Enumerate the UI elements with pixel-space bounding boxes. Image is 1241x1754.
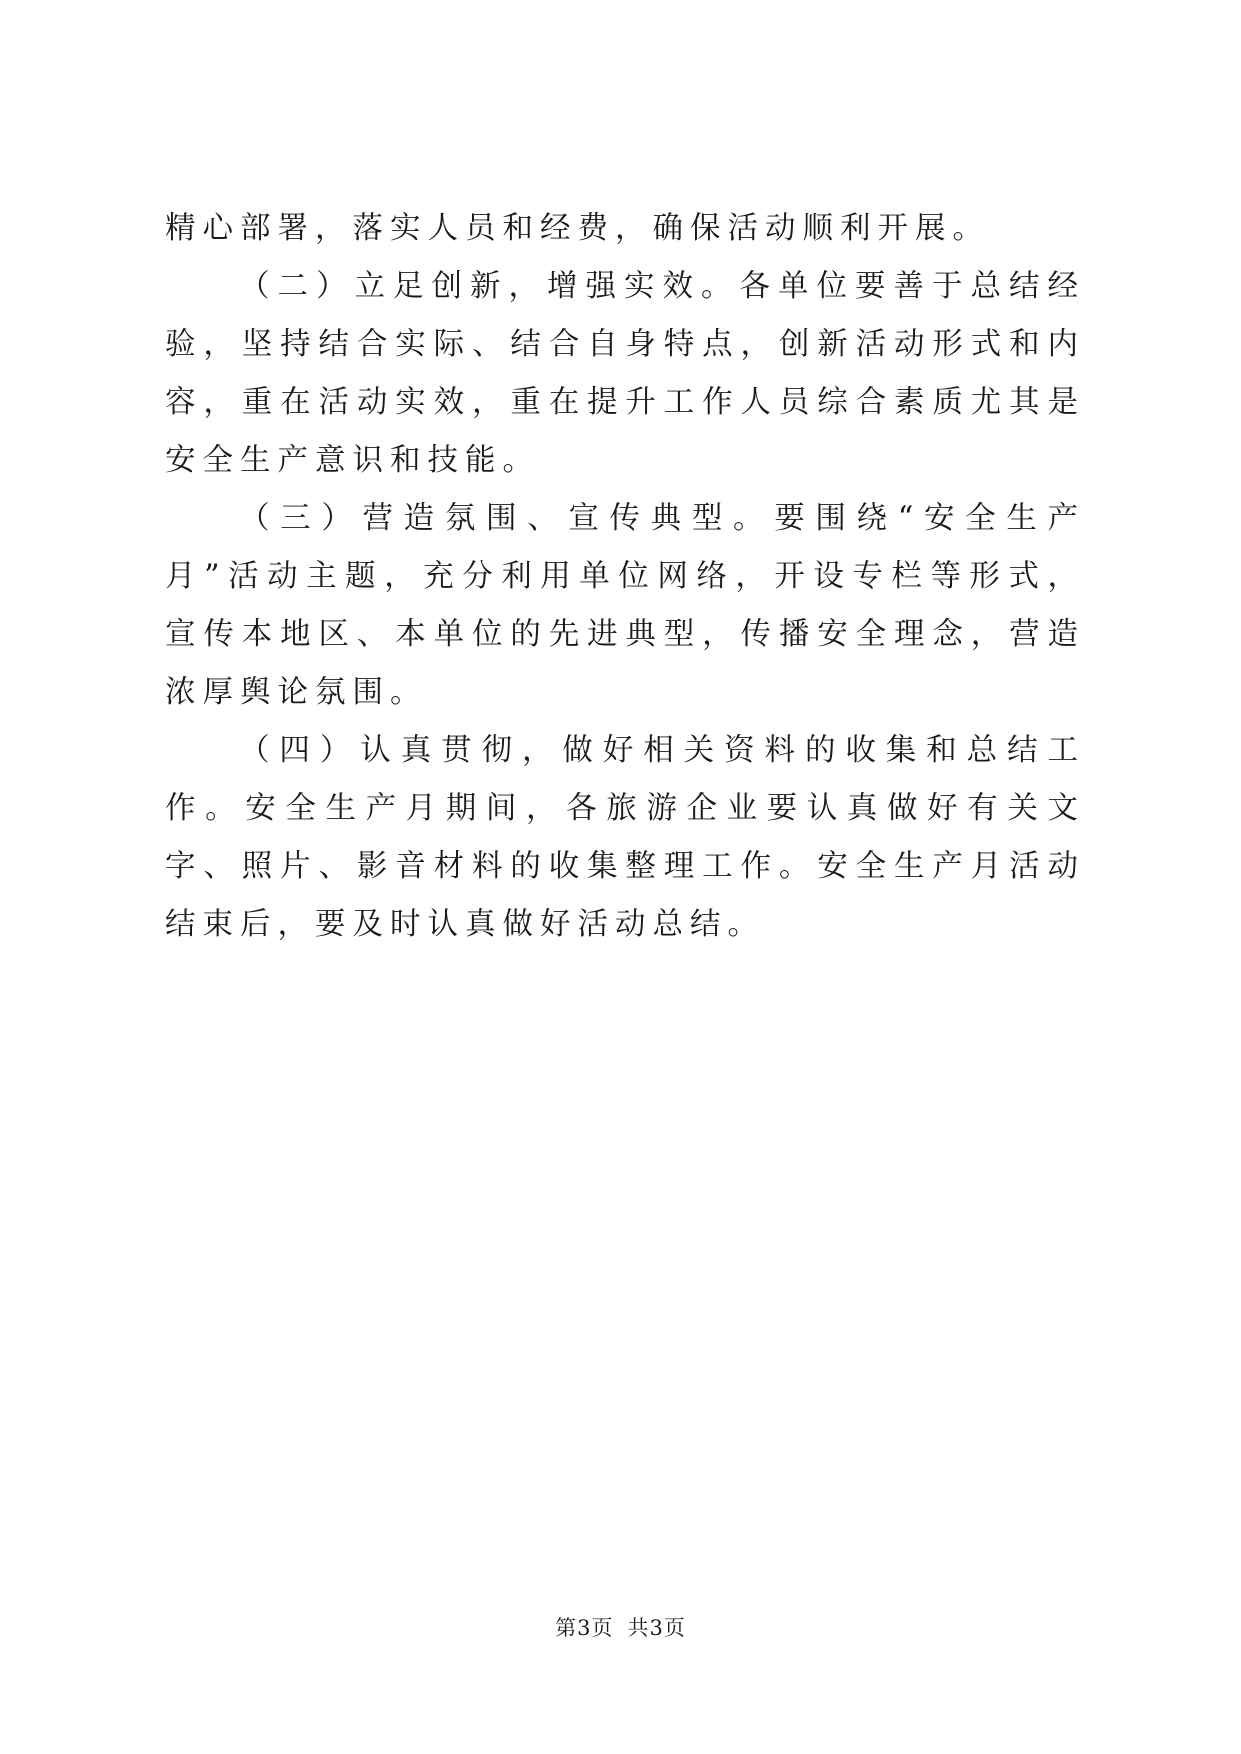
page-footer (0, 1612, 1241, 1642)
document-body (165, 200, 1085, 954)
paragraph-section-4: （四）认真贯彻，做好相关资料的收集和总结工作。安全生产月期间，各旅游企业要认真做好有关文字、照片、影音材料的收集整理工作。安全生产月活动结束后，要及时认真做好活动总结。 (165, 733, 1085, 942)
paragraph-section-2: （二）立足创新，增强实效。各单位要善于总结经验，坚持结合实际、结合自身特点，创新活动形式和内容，重在活动实效，重在提升工作人员综合素质尤其是安全生产意识和技能。 (165, 269, 1085, 478)
paragraph-continuation: 精心部署，落实人员和经费，确保活动顺利开展。 (165, 211, 990, 246)
page-number-total: 共3页 (627, 1616, 686, 1640)
page-number-current: 第3页 (555, 1616, 614, 1640)
paragraph-section-3: （三）营造氛围、宣传典型。要围绕“安全生产月”活动主题，充分利用单位网络，开设专栏等形式，宣传本地区、本单位的先进典型，传播安全理念，营造浓厚舆论氛围。 (165, 501, 1085, 710)
